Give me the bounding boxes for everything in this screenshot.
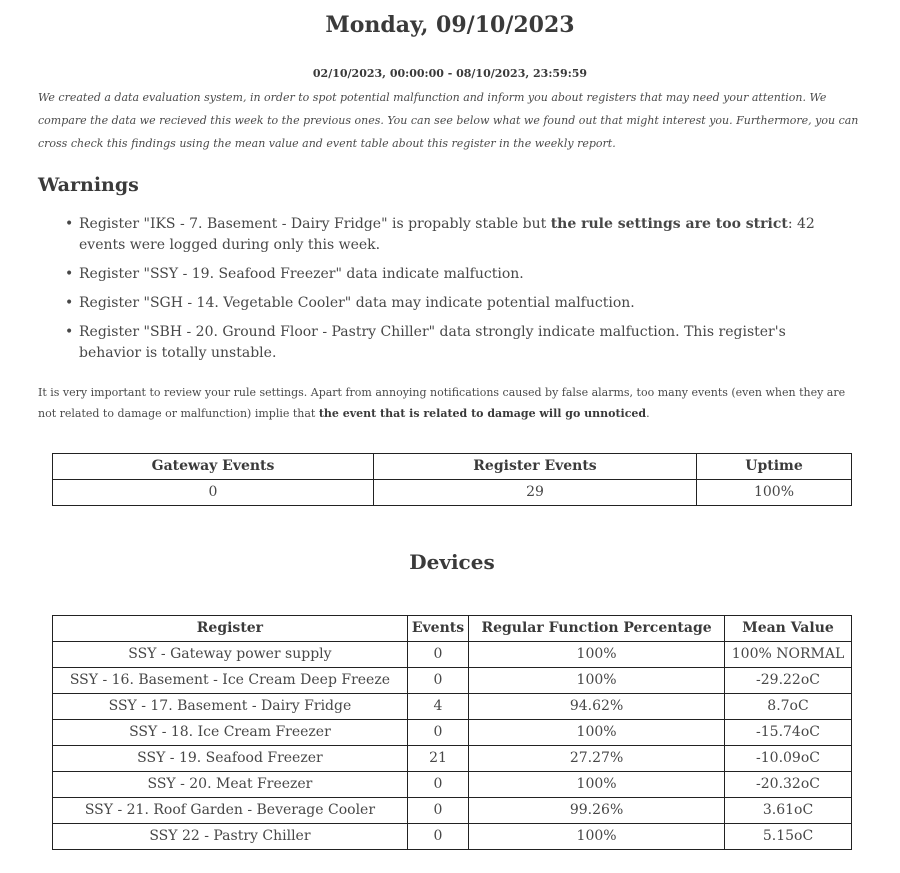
page-title: Monday, 09/10/2023 (325, 12, 575, 38)
register-events-value: 29 (374, 480, 697, 506)
summary-table (52, 453, 852, 506)
events-cell: 0 (407, 642, 468, 668)
summary-header-row (53, 454, 852, 480)
events-cell: 0 (407, 668, 468, 694)
regular-function-percentage-cell: 100% (469, 668, 725, 694)
register-cell: SSY - Gateway power supply (53, 642, 408, 668)
events-cell: 0 (407, 720, 468, 746)
devices-table-body (53, 642, 852, 850)
gateway-events-value: 0 (53, 480, 374, 506)
table-row (53, 668, 852, 694)
bullet-icon: • (65, 216, 74, 232)
warning-item: • Register "SSY - 19. Seafood Freezer" data indicate malfuction. (38, 264, 838, 285)
regular-function-percentage-cell: 100% (469, 642, 725, 668)
register-cell: SSY - 18. Ice Cream Freezer (53, 720, 408, 746)
regular-function-percentage-cell: 100% (469, 772, 725, 798)
mean-value-cell: 5.15oC (725, 824, 852, 850)
column-header-register: Register (53, 616, 408, 642)
table-row (53, 720, 852, 746)
events-cell: 0 (407, 772, 468, 798)
summary-values-row (53, 480, 852, 506)
mean-value-cell: -29.22oC (725, 668, 852, 694)
column-header-events: Events (407, 616, 468, 642)
column-header-regular-function-percentage: Regular Function Percentage (469, 616, 725, 642)
register-cell: SSY 22 - Pastry Chiller (53, 824, 408, 850)
warning-item: • Register "SGH - 14. Vegetable Cooler" data may indicate potential malfuction. (38, 293, 838, 314)
warnings-heading: Warnings (38, 174, 139, 196)
column-header-register-events: Register Events (374, 454, 697, 480)
column-header-mean-value: Mean Value (725, 616, 852, 642)
warning-item: • Register "IKS - 7. Basement - Dairy Fridge" is propably stable but the rule settings are too strict: 42 events were logged during only this week. (65, 216, 815, 253)
devices-header-row (53, 616, 852, 642)
devices-table (52, 615, 852, 850)
mean-value-cell: -10.09oC (725, 746, 852, 772)
table-row (53, 772, 852, 798)
bullet-icon: • (65, 324, 74, 340)
intro-paragraph: We created a data evaluation system, in order to spot potential malfunction and inform you about registers that may need your attention. We compare the data we recieved this week to the previous ones. You can see below what we found out that might interest you. Furthermore, you can cross check this findings using the mean value and event table about this register in the weekly report. (38, 91, 859, 150)
rule-settings-note: It is very important to review your rule settings. Apart from annoying notifications caused by false alarms, too many events (even when they are not related to damage or malfunction) implie that the event that is related to damage will go unnoticed. (38, 386, 846, 420)
uptime-value: 100% (697, 480, 852, 506)
table-row (53, 798, 852, 824)
regular-function-percentage-cell: 100% (469, 824, 725, 850)
bullet-icon: • (65, 266, 74, 282)
table-row (53, 746, 852, 772)
register-cell: SSY - 19. Seafood Freezer (53, 746, 408, 772)
column-header-uptime: Uptime (697, 454, 852, 480)
mean-value-cell: 100% NORMAL (725, 642, 852, 668)
mean-value-cell: -15.74oC (725, 720, 852, 746)
register-cell: SSY - 17. Basement - Dairy Fridge (53, 694, 408, 720)
devices-heading: Devices (409, 550, 495, 574)
regular-function-percentage-cell: 27.27% (469, 746, 725, 772)
regular-function-percentage-cell: 100% (469, 720, 725, 746)
column-header-gateway-events: Gateway Events (53, 454, 374, 480)
mean-value-cell: 8.7oC (725, 694, 852, 720)
events-cell: 21 (407, 746, 468, 772)
events-cell: 4 (407, 694, 468, 720)
events-cell: 0 (407, 798, 468, 824)
warnings-list (38, 214, 838, 372)
events-cell: 0 (407, 824, 468, 850)
regular-function-percentage-cell: 94.62% (469, 694, 725, 720)
register-cell: SSY - 21. Roof Garden - Beverage Cooler (53, 798, 408, 824)
date-range: 02/10/2023, 00:00:00 - 08/10/2023, 23:59:59 (312, 67, 588, 80)
regular-function-percentage-cell: 99.26% (469, 798, 725, 824)
bullet-icon: • (65, 295, 74, 311)
register-cell: SSY - 16. Basement - Ice Cream Deep Freeze (53, 668, 408, 694)
warning-item: • Register "SBH - 20. Ground Floor - Pastry Chiller" data strongly indicate malfuction. This register's behavior is totally unstable. (65, 324, 786, 361)
mean-value-cell: -20.32oC (725, 772, 852, 798)
table-row (53, 642, 852, 668)
table-row (53, 824, 852, 850)
mean-value-cell: 3.61oC (725, 798, 852, 824)
table-row (53, 694, 852, 720)
register-cell: SSY - 20. Meat Freezer (53, 772, 408, 798)
